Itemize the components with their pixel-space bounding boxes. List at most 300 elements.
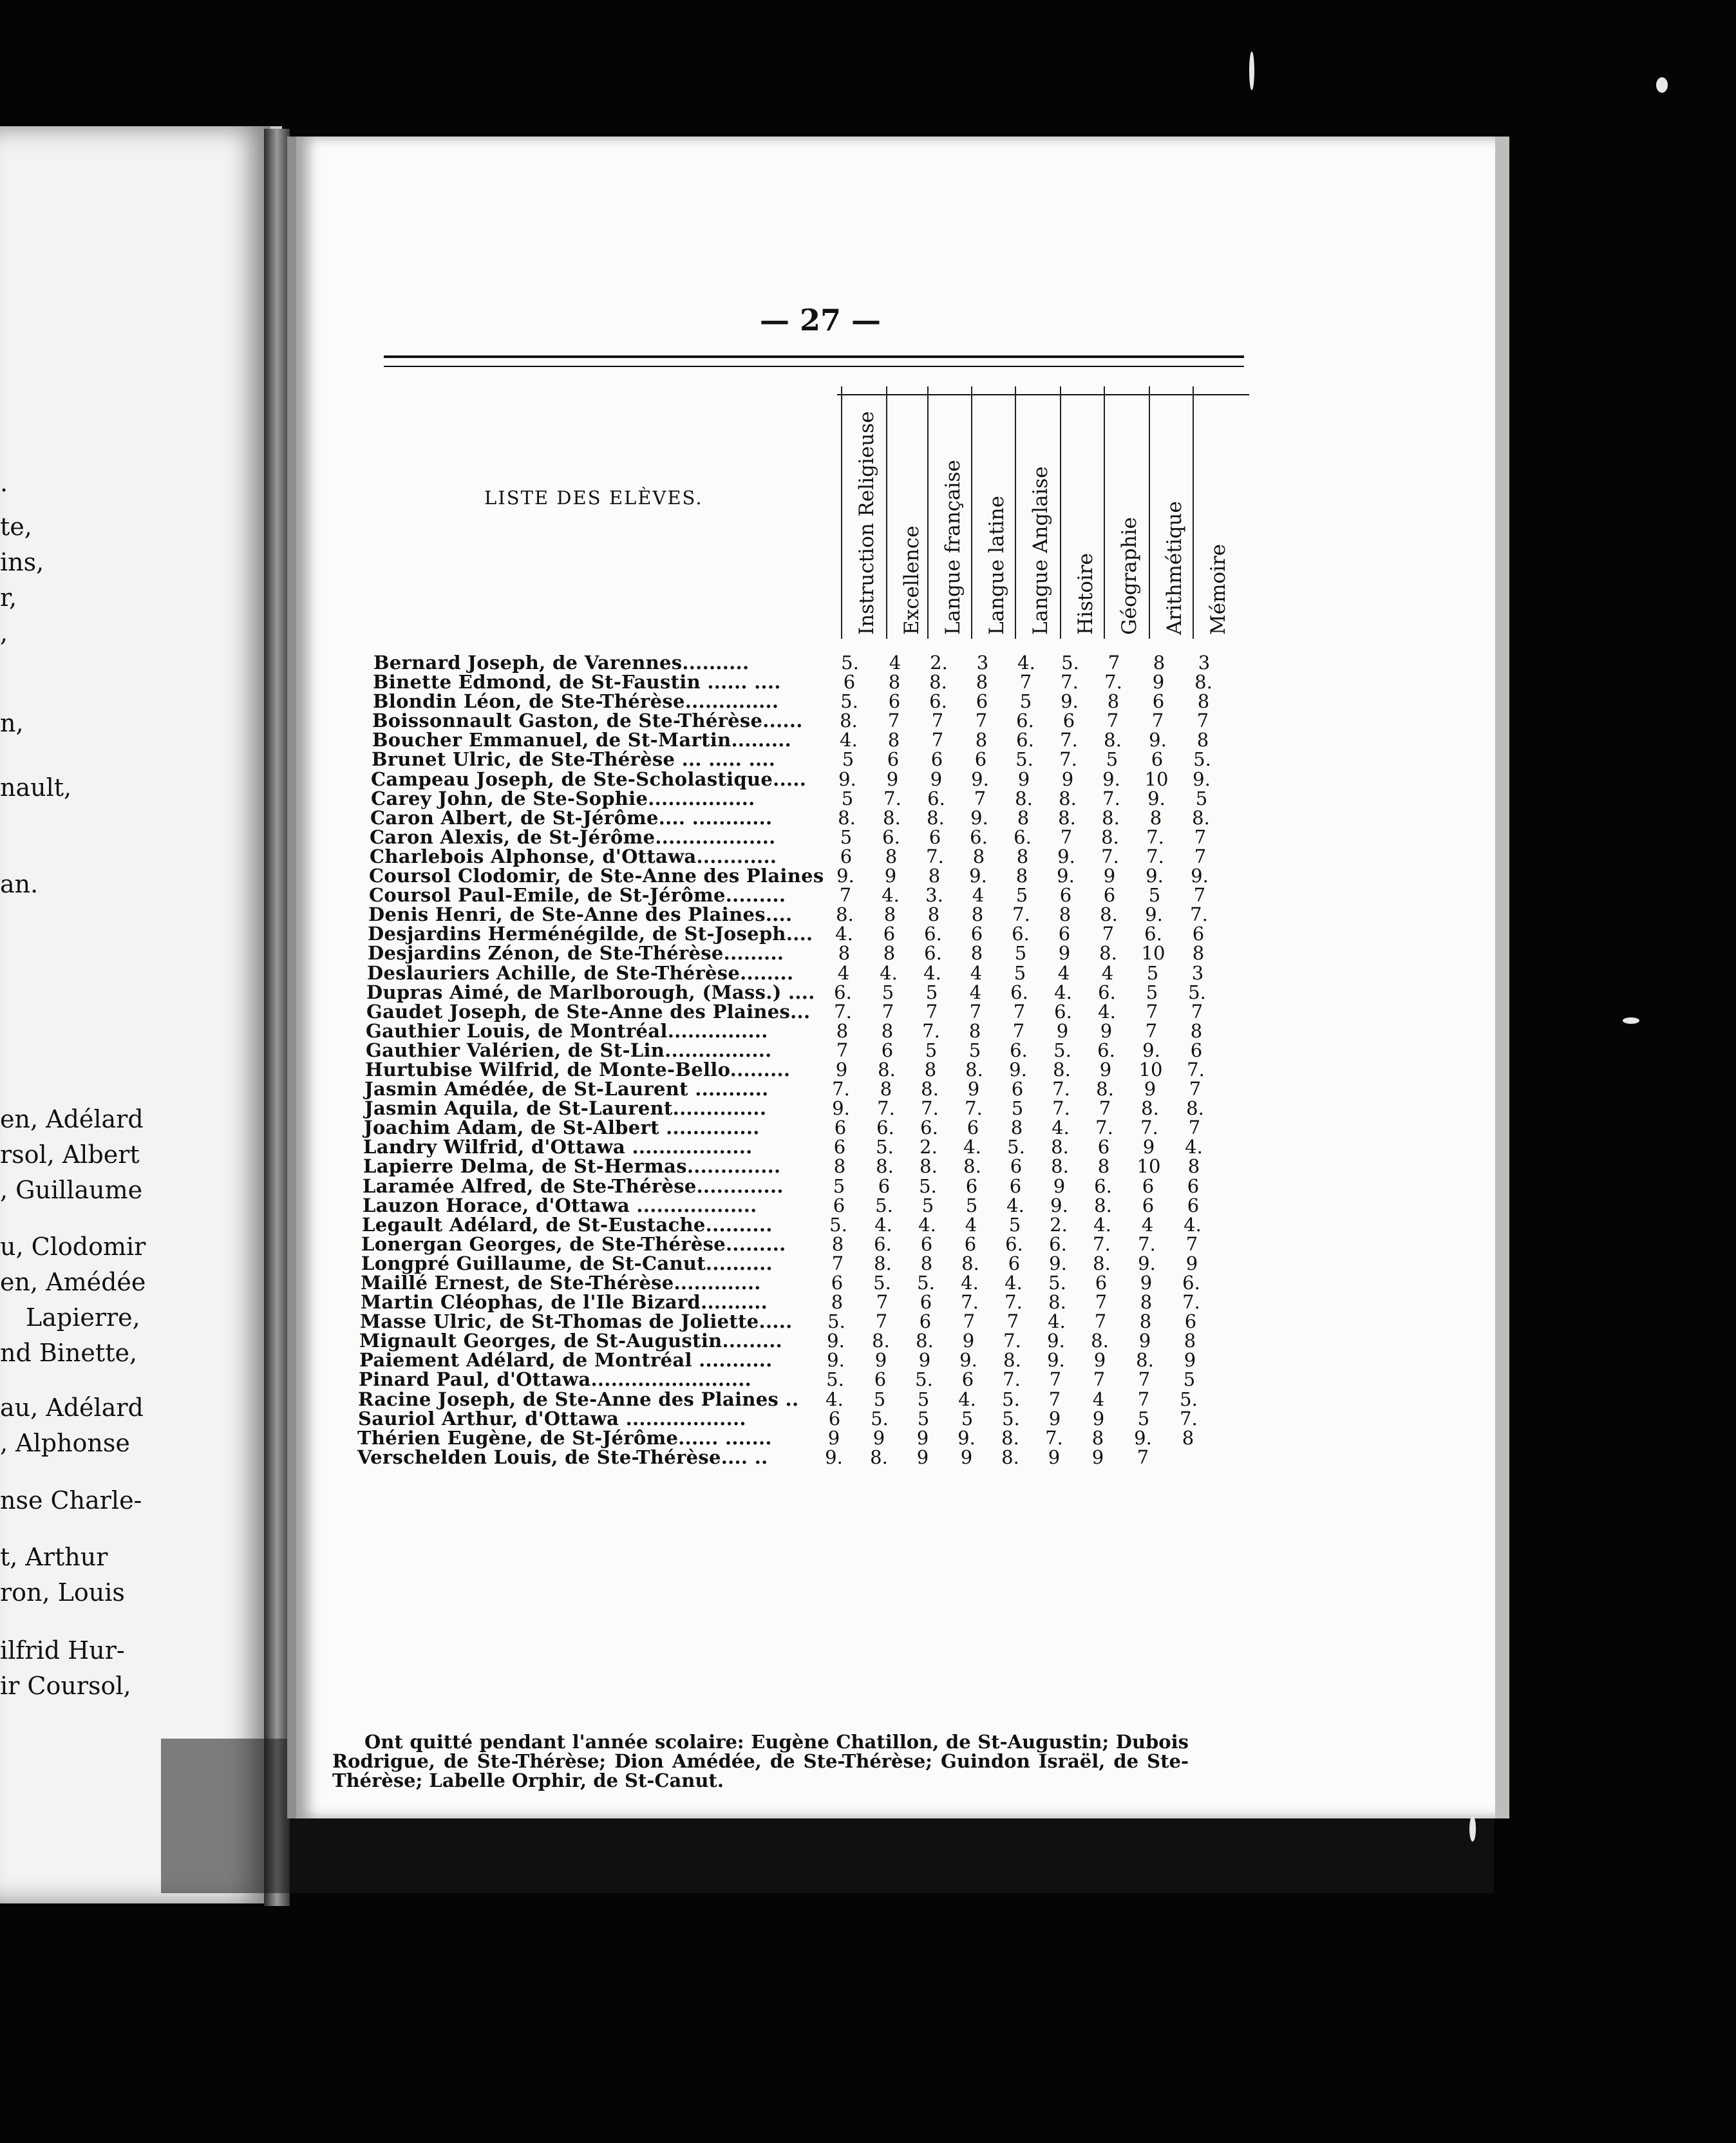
score-cell: 8 bbox=[976, 671, 988, 694]
score-cell: 7. bbox=[1146, 826, 1164, 848]
score-cell: 4 bbox=[965, 1213, 977, 1236]
score-cell: 5 bbox=[1148, 884, 1161, 907]
column-header: Langue latine bbox=[971, 386, 1017, 639]
score-cell: 9 bbox=[1061, 768, 1074, 790]
score-cell: 8 bbox=[1149, 806, 1162, 829]
score-cell: 8. bbox=[1091, 1330, 1109, 1352]
score-cell: 6 bbox=[1152, 690, 1165, 713]
score-cell: 6 bbox=[888, 690, 901, 713]
score-cell: 8 bbox=[1059, 903, 1071, 926]
score-cell: 8. bbox=[1051, 1136, 1069, 1158]
score-cell: 6 bbox=[1010, 1155, 1023, 1178]
score-cell: 7. bbox=[926, 845, 944, 867]
student-name: Lonergan Georges, de Ste-Thérèse......... bbox=[361, 1232, 786, 1255]
score-cell: 6 bbox=[1097, 1136, 1110, 1158]
score-cell: 7 bbox=[1188, 1117, 1201, 1139]
score-cell: 9. bbox=[971, 768, 989, 790]
score-cell: 4. bbox=[1184, 1213, 1202, 1236]
score-cell: 6 bbox=[843, 671, 856, 694]
student-name: Bernard Joseph, de Varennes.......... bbox=[373, 652, 750, 674]
score-cell: 9. bbox=[1057, 845, 1075, 867]
student-name: Legault Adélard, de St-Eustache.......... bbox=[362, 1213, 773, 1236]
score-cell: 7 bbox=[1191, 1000, 1203, 1023]
score-cell: 4. bbox=[1048, 1310, 1066, 1333]
score-cell: 9 bbox=[967, 1078, 980, 1100]
score-cell: 8 bbox=[887, 729, 900, 751]
student-name: Caron Albert, de St-Jérôme.... ............ bbox=[370, 806, 773, 829]
score-cell: 7 bbox=[1137, 1446, 1149, 1468]
score-cell: 8. bbox=[1104, 729, 1122, 751]
score-cell: 6 bbox=[1103, 884, 1116, 907]
score-cell: 6 bbox=[1062, 710, 1075, 732]
score-cell: 8 bbox=[1139, 1310, 1152, 1333]
score-cell: 6 bbox=[1011, 1078, 1024, 1100]
student-name: Landry Wilfrid, d'Ottawa .................. bbox=[363, 1136, 753, 1158]
score-cell: 9 bbox=[1184, 1349, 1196, 1372]
left-page-fragment: nault, bbox=[0, 773, 72, 802]
score-cell: 9. bbox=[838, 768, 856, 790]
score-cell: 4 bbox=[1101, 961, 1114, 984]
table-row bbox=[357, 1426, 1249, 1449]
score-cell: 4. bbox=[958, 1388, 976, 1410]
score-cell: 8 bbox=[1097, 1155, 1110, 1178]
score-cell: 8. bbox=[1003, 1349, 1021, 1372]
student-name: Racine Joseph, de Ste-Anne des Plaines .. bbox=[358, 1388, 799, 1410]
score-cell: 3 bbox=[976, 652, 989, 674]
score-cell: 2. bbox=[930, 652, 948, 674]
score-cell: 5. bbox=[1015, 748, 1033, 771]
score-cell: 8 bbox=[838, 942, 851, 965]
student-name: Jasmin Aquila, de St-Laurent.............. bbox=[364, 1097, 767, 1120]
score-cell: 6 bbox=[881, 1039, 894, 1061]
score-cell: 6 bbox=[967, 1117, 979, 1139]
score-cell: 4 bbox=[1057, 961, 1070, 984]
score-cell: 9 bbox=[1100, 1019, 1113, 1042]
table-row bbox=[372, 729, 1249, 751]
score-cell: 4. bbox=[923, 961, 941, 984]
score-cell: 4. bbox=[880, 961, 898, 984]
score-cell: 8. bbox=[878, 1058, 896, 1081]
score-cell: 6 bbox=[961, 1368, 974, 1391]
score-cell: 7 bbox=[1193, 884, 1206, 907]
score-cell: 5 bbox=[833, 1175, 845, 1197]
score-cell: 8 bbox=[1182, 1426, 1194, 1449]
score-cell: 8. bbox=[870, 1446, 888, 1468]
score-cell: 8. bbox=[1186, 1097, 1204, 1120]
score-cell: 6. bbox=[834, 981, 852, 1003]
score-cell: 7. bbox=[834, 1000, 852, 1023]
score-cell: 6. bbox=[1010, 1039, 1028, 1061]
score-cell: 6 bbox=[1142, 1194, 1155, 1216]
score-cell: 6 bbox=[878, 1175, 891, 1197]
score-cell: 2. bbox=[920, 1136, 938, 1158]
table-row bbox=[363, 1175, 1249, 1197]
score-cell: 4 bbox=[1141, 1213, 1154, 1236]
score-cell: 8 bbox=[833, 1155, 846, 1178]
score-cell: 4. bbox=[1093, 1213, 1111, 1236]
score-cell: 9. bbox=[1049, 1252, 1067, 1274]
table-row bbox=[370, 845, 1249, 867]
score-cell: 7 bbox=[1194, 845, 1207, 867]
table-row bbox=[358, 1388, 1249, 1410]
table-row bbox=[368, 923, 1249, 945]
score-cell: 6. bbox=[1094, 1175, 1112, 1197]
left-page-fragment: , Alphonse bbox=[0, 1429, 130, 1457]
score-cell: 4 bbox=[972, 884, 985, 907]
score-cell: 8. bbox=[1001, 1446, 1019, 1468]
score-cell: 8 bbox=[970, 942, 983, 965]
score-cell: 8. bbox=[1093, 1252, 1111, 1274]
score-cell: 7. bbox=[922, 1019, 940, 1042]
score-cell: 9 bbox=[918, 1349, 931, 1372]
score-cell: 6. bbox=[1016, 710, 1034, 732]
dust-speck bbox=[1471, 1822, 1475, 1826]
left-page-fragment: ins, bbox=[0, 548, 44, 576]
score-cell: 8 bbox=[920, 1252, 933, 1274]
left-page-fragment: nd Binette, bbox=[0, 1339, 138, 1367]
score-cell: 5. bbox=[917, 1272, 935, 1294]
left-page-fragment: nse Charle- bbox=[0, 1486, 142, 1515]
score-cell: 4 bbox=[969, 981, 982, 1003]
score-cell: 8. bbox=[963, 1155, 981, 1178]
table-row bbox=[364, 1097, 1249, 1120]
score-cell: 7 bbox=[1006, 1310, 1019, 1333]
score-cell: 6. bbox=[1010, 981, 1028, 1003]
score-cell: 9 bbox=[1142, 1136, 1155, 1158]
left-page-fragment: u, Clodomir bbox=[0, 1232, 146, 1261]
score-cell: 5 bbox=[968, 1039, 981, 1061]
score-cell: 9 bbox=[1091, 1446, 1104, 1468]
score-cell: 8. bbox=[838, 806, 856, 829]
table-row bbox=[360, 1310, 1249, 1333]
score-cell: 8 bbox=[881, 1019, 894, 1042]
table-row bbox=[370, 806, 1249, 829]
score-cell: 5 bbox=[842, 748, 854, 771]
score-cell: 7. bbox=[832, 1078, 850, 1100]
score-cell: 7 bbox=[974, 787, 986, 809]
score-cell: 9. bbox=[970, 806, 988, 829]
score-cell: 6. bbox=[1144, 923, 1162, 945]
left-page-fragment: r, bbox=[0, 583, 17, 612]
table-row bbox=[361, 1232, 1249, 1255]
score-cell: 8. bbox=[961, 1252, 979, 1274]
score-cell: 7. bbox=[1059, 748, 1077, 771]
score-cell: 7. bbox=[961, 1291, 979, 1314]
score-cell: 9 bbox=[1017, 768, 1030, 790]
score-cell: 8. bbox=[1096, 1078, 1114, 1100]
score-cell: 5. bbox=[1048, 1272, 1066, 1294]
student-name: Jasmin Amédée, de St-Laurent ........... bbox=[364, 1078, 769, 1100]
score-cell: 9. bbox=[1009, 1058, 1027, 1081]
score-cell: 8 bbox=[1010, 1117, 1023, 1139]
score-cell: 6 bbox=[1151, 748, 1164, 771]
score-cell: 6. bbox=[1049, 1232, 1067, 1255]
score-cell: 5 bbox=[1146, 961, 1159, 984]
score-cell: 5 bbox=[965, 1194, 978, 1216]
score-cell: 8. bbox=[883, 806, 901, 829]
score-cell: 4. bbox=[826, 1388, 844, 1410]
score-cell: 8. bbox=[1136, 1349, 1154, 1372]
score-cell: 6. bbox=[876, 1117, 894, 1139]
score-cell: 5 bbox=[925, 1039, 938, 1061]
score-cell: 4. bbox=[1005, 1272, 1023, 1294]
score-cell: 8. bbox=[1001, 1426, 1019, 1449]
score-cell: 9 bbox=[1048, 1446, 1061, 1468]
student-table bbox=[357, 652, 1249, 1468]
score-cell: 9. bbox=[1146, 865, 1164, 887]
score-cell: 4 bbox=[889, 652, 901, 674]
score-cell: 5 bbox=[917, 1407, 930, 1430]
score-cell: 9 bbox=[1144, 1078, 1156, 1100]
score-cell: 7 bbox=[882, 1000, 894, 1023]
score-cell: 5 bbox=[882, 981, 894, 1003]
score-cell: 5. bbox=[919, 1175, 937, 1197]
score-cell: 7 bbox=[1137, 1388, 1150, 1410]
table-row bbox=[369, 884, 1249, 907]
table-row bbox=[369, 865, 1249, 887]
table-row bbox=[364, 1078, 1249, 1100]
student-name: Paiement Adélard, de Montréal ........... bbox=[359, 1349, 773, 1372]
score-cell: 9 bbox=[874, 1349, 887, 1372]
score-cell: 6. bbox=[924, 923, 942, 945]
column-header: Langue Anglaise bbox=[1015, 386, 1061, 639]
score-cell: 6. bbox=[1054, 1000, 1072, 1023]
score-cell: 8 bbox=[927, 903, 940, 926]
score-cell: 8. bbox=[840, 710, 858, 732]
score-cell: 6 bbox=[964, 1232, 977, 1255]
score-cell: 8. bbox=[1015, 787, 1033, 809]
score-cell: 5 bbox=[1014, 961, 1026, 984]
left-page-fragment: ir Coursol, bbox=[0, 1672, 131, 1700]
score-cell: 7 bbox=[969, 1000, 982, 1023]
student-name: Charlebois Alphonse, d'Ottawa............ bbox=[370, 845, 777, 867]
student-name: Sauriol Arthur, d'Ottawa .................. bbox=[358, 1407, 746, 1430]
score-cell: 8 bbox=[880, 1078, 892, 1100]
left-page-fragment: en, Amédée bbox=[0, 1268, 146, 1296]
score-cell: 7 bbox=[1151, 710, 1164, 732]
score-cell: 4. bbox=[1054, 981, 1072, 1003]
score-cell: 9 bbox=[1053, 1175, 1066, 1197]
score-cell: 6 bbox=[833, 1194, 845, 1216]
score-cell: 8. bbox=[1192, 806, 1210, 829]
student-name: Coursol Clodomir, de Ste-Anne des Plaines bbox=[369, 865, 824, 887]
dust-speck bbox=[1656, 77, 1668, 93]
score-cell: 6 bbox=[1008, 1252, 1021, 1274]
score-cell: 6 bbox=[1059, 884, 1072, 907]
score-cell: 8. bbox=[920, 1155, 938, 1178]
score-cell: 5 bbox=[840, 826, 853, 848]
score-cell: 4 bbox=[970, 961, 983, 984]
score-cell: 7. bbox=[1102, 787, 1120, 809]
score-cell: 7 bbox=[1060, 826, 1073, 848]
score-cell: 6. bbox=[1012, 923, 1030, 945]
score-cell: 9. bbox=[1147, 787, 1165, 809]
score-cell: 8. bbox=[1141, 1097, 1159, 1120]
score-cell: 9. bbox=[1138, 1252, 1156, 1274]
score-cell: 8. bbox=[1101, 826, 1119, 848]
student-name: Lauzon Horace, d'Ottawa .................. bbox=[363, 1194, 757, 1216]
dust-speck bbox=[1469, 1816, 1476, 1842]
left-page-fragment: . bbox=[0, 469, 8, 497]
table-row bbox=[373, 690, 1249, 713]
score-cell: 9. bbox=[1047, 1349, 1065, 1372]
score-cell: 7. bbox=[1140, 1117, 1158, 1139]
table-row bbox=[366, 1039, 1249, 1061]
score-cell: 6 bbox=[920, 1291, 932, 1314]
score-cell: 7. bbox=[921, 1097, 939, 1120]
score-cell: 6 bbox=[1058, 923, 1071, 945]
score-cell: 6 bbox=[976, 690, 988, 713]
score-cell: 6 bbox=[970, 923, 983, 945]
score-cell: 9. bbox=[825, 1446, 843, 1468]
score-cell: 7. bbox=[1180, 1407, 1198, 1430]
score-cell: 9 bbox=[962, 1330, 975, 1352]
score-cell: 8 bbox=[924, 1058, 937, 1081]
score-cell: 7 bbox=[875, 1310, 888, 1333]
score-cell: 8 bbox=[968, 1019, 981, 1042]
score-cell: 6 bbox=[828, 1407, 841, 1430]
score-cell: 9 bbox=[1152, 671, 1165, 694]
score-cell: 4. bbox=[1185, 1136, 1203, 1158]
score-cell: 8. bbox=[1099, 942, 1117, 965]
score-cell: 9 bbox=[886, 768, 899, 790]
score-cell: 6 bbox=[834, 1117, 847, 1139]
score-cell: 5 bbox=[921, 1194, 934, 1216]
score-cell: 5. bbox=[1193, 748, 1211, 771]
score-cell: 5. bbox=[827, 1310, 845, 1333]
student-name: Boissonnault Gaston, de Ste-Thérèse...... bbox=[372, 710, 803, 732]
student-name: Joachim Adam, de St-Albert .............. bbox=[364, 1117, 760, 1139]
score-cell: 6. bbox=[970, 826, 988, 848]
score-cell: 7. bbox=[1060, 729, 1078, 751]
score-cell: 8. bbox=[1100, 903, 1118, 926]
score-cell: 8 bbox=[1107, 690, 1120, 713]
score-cell: 6 bbox=[920, 1232, 933, 1255]
left-page-fragment: au, Adélard bbox=[0, 1393, 144, 1422]
score-cell: 9 bbox=[827, 1426, 840, 1449]
table-row bbox=[359, 1368, 1249, 1391]
score-cell: 7 bbox=[876, 1291, 889, 1314]
score-cell: 5 bbox=[1137, 1407, 1150, 1430]
score-cell: 8 bbox=[1017, 806, 1030, 829]
score-cell: 7 bbox=[1012, 1019, 1025, 1042]
score-cell: 7. bbox=[1003, 1368, 1021, 1391]
score-cell: 5. bbox=[1061, 652, 1079, 674]
score-cell: 7 bbox=[887, 710, 900, 732]
score-cell: 7 bbox=[1106, 710, 1119, 732]
score-cell: 5 bbox=[1183, 1368, 1196, 1391]
header-rule bbox=[384, 366, 1244, 367]
score-cell: 8 bbox=[975, 729, 988, 751]
table-row bbox=[363, 1155, 1249, 1178]
score-cell: 10 bbox=[1144, 768, 1169, 790]
column-header: Instruction Religieuse bbox=[841, 386, 887, 639]
score-cell: 4. bbox=[918, 1213, 936, 1236]
score-cell: 8. bbox=[929, 671, 947, 694]
score-cell: 6. bbox=[924, 942, 942, 965]
left-page-fragment: , bbox=[0, 619, 8, 647]
student-name: Deslauriers Achille, de Ste-Thérèse........ bbox=[367, 961, 794, 984]
score-cell: 8 bbox=[928, 865, 941, 887]
score-cell: 6. bbox=[920, 1117, 938, 1139]
score-cell: 8. bbox=[1094, 1194, 1112, 1216]
score-cell: 7. bbox=[1146, 845, 1164, 867]
score-cell: 9 bbox=[1185, 1252, 1198, 1274]
score-cell: 6 bbox=[1192, 923, 1205, 945]
score-cell: 9 bbox=[916, 1426, 929, 1449]
score-cell: 8 bbox=[1192, 942, 1205, 965]
score-cell: 5 bbox=[925, 981, 938, 1003]
score-cell: 3. bbox=[925, 884, 943, 907]
score-cell: 7 bbox=[1094, 1310, 1107, 1333]
score-cell: 7. bbox=[1005, 1291, 1023, 1314]
score-cell: 4. bbox=[1052, 1117, 1070, 1139]
table-row bbox=[361, 1272, 1249, 1294]
score-cell: 7 bbox=[831, 1252, 844, 1274]
score-cell: 8 bbox=[1140, 1291, 1153, 1314]
score-cell: 9. bbox=[827, 1330, 845, 1352]
score-cell: 6 bbox=[1142, 1175, 1155, 1197]
student-name: Desjardins Zénon, de Ste-Thérèse......... bbox=[368, 942, 784, 965]
score-cell: 4. bbox=[1017, 652, 1035, 674]
table-row bbox=[363, 1136, 1249, 1158]
student-name: Caron Alexis, de St-Jérôme.................. bbox=[370, 826, 776, 848]
score-cell: 8. bbox=[1048, 1291, 1066, 1314]
score-cell: 9. bbox=[1134, 1426, 1152, 1449]
student-name: Dupras Aimé, de Marlborough, (Mass.) .... bbox=[366, 981, 815, 1003]
score-cell: 6 bbox=[974, 748, 987, 771]
score-cell: 8 bbox=[883, 942, 896, 965]
score-cell: 9. bbox=[1149, 729, 1167, 751]
score-cell: 7 bbox=[1102, 923, 1115, 945]
score-cell: 9 bbox=[1048, 1407, 1061, 1430]
score-cell: 7. bbox=[1052, 1078, 1070, 1100]
table-row bbox=[358, 1407, 1249, 1430]
student-name: Pinard Paul, d'Ottawa........................ bbox=[359, 1368, 752, 1391]
student-name: Blondin Léon, de Ste-Thérèse.............. bbox=[373, 690, 779, 713]
dust-speck bbox=[1249, 52, 1254, 90]
score-cell: 7 bbox=[1146, 1000, 1158, 1023]
score-cell: 6 bbox=[919, 1310, 932, 1333]
student-name: Maillé Ernest, de Ste-Thérèse............. bbox=[361, 1272, 761, 1294]
list-heading: LISTE DES ELÈVES. bbox=[484, 487, 703, 509]
score-cell: 5. bbox=[841, 652, 859, 674]
score-cell: 10 bbox=[1138, 1058, 1163, 1081]
table-row bbox=[372, 710, 1249, 732]
score-cell: 9. bbox=[827, 1349, 845, 1372]
score-cell: 8. bbox=[872, 1330, 890, 1352]
score-cell: 9 bbox=[1103, 865, 1116, 887]
student-name: Gauthier Valérien, de St-Lin................ bbox=[366, 1039, 772, 1061]
table-row bbox=[361, 1252, 1249, 1274]
score-cell: 9. bbox=[1102, 768, 1120, 790]
score-cell: 7 bbox=[1048, 1388, 1061, 1410]
header-rule bbox=[384, 355, 1244, 358]
score-cell: 6. bbox=[1016, 729, 1034, 751]
score-cell: 9 bbox=[1140, 1272, 1153, 1294]
score-cell: 5. bbox=[1188, 981, 1206, 1003]
score-cell: 9. bbox=[1061, 690, 1079, 713]
score-cell: 5. bbox=[1180, 1388, 1198, 1410]
score-cell: 8. bbox=[965, 1058, 983, 1081]
score-cell: 9 bbox=[835, 1058, 848, 1081]
score-cell: 6. bbox=[882, 826, 900, 848]
score-cell: 8 bbox=[831, 1232, 844, 1255]
score-cell: 8. bbox=[1102, 806, 1120, 829]
score-cell: 7 bbox=[839, 884, 852, 907]
score-cell: 9. bbox=[959, 1349, 977, 1372]
table-row bbox=[366, 1019, 1249, 1042]
